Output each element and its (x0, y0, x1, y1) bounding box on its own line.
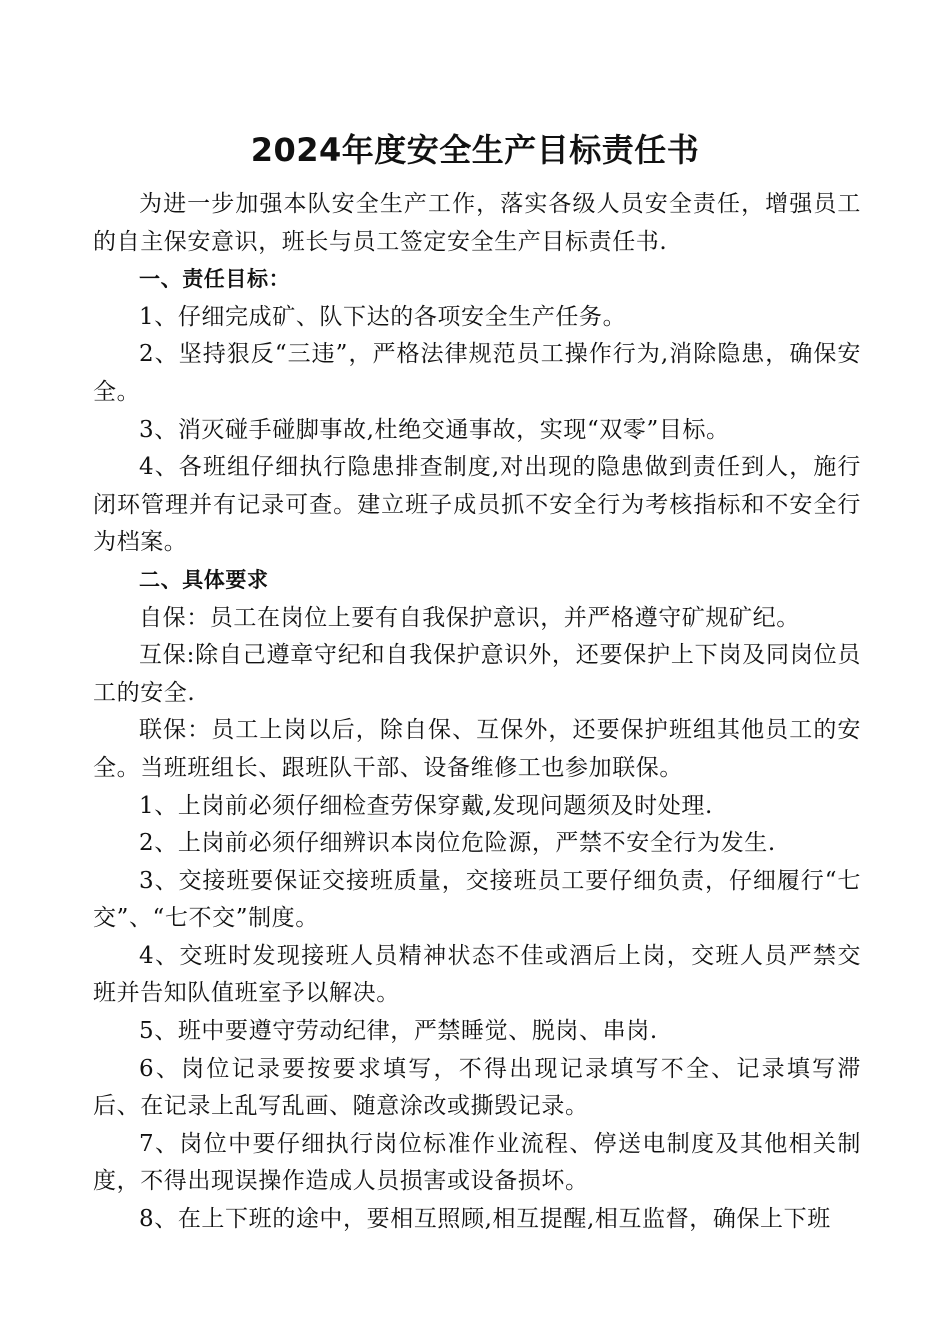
requirement-item: 6、岗位记录要按要求填写，不得出现记录填写不全、记录填写滞后、在记录上乱写乱画、随意涂改或撕毁记录。 (93, 1055, 861, 1120)
requirement-item: 3、交接班要保证交接班质量，交接班员工要仔细负责，仔细履行“七交”、“七不交”制度。 (93, 867, 861, 932)
protection-self: 自保：员工在岗位上要有自我保护意识，并严格遵守矿规矿纪。 (139, 604, 800, 631)
protection-mutual: 互保:除自己遵章守纪和自我保护意识外，还要保护上下岗及同岗位员工的安全. (93, 642, 861, 706)
target-item: 1、仔细完成矿、队下达的各项安全生产任务。 (139, 303, 627, 330)
section-heading-requirements: 二、具体要求 (139, 567, 269, 592)
section-heading-targets: 一、责任目标： (139, 267, 291, 292)
requirement-item: 5、班中要遵守劳动纪律，严禁睡觉、脱岗、串岗. (139, 1018, 658, 1045)
target-item: 4、各班组仔细执行隐患排查制度,对出现的隐患做到责任到人，施行闭环管理并有记录可查。建立班子成员抓不安全行为考核指标和不安全行为档案。 (93, 454, 861, 556)
requirement-item: 2、上岗前必须仔细辨识本岗位危险源，严禁不安全行为发生. (139, 830, 776, 857)
requirement-item: 8、在上下班的途中，要相互照顾,相互提醒,相互监督，确保上下班 (139, 1206, 831, 1233)
target-item: 2、坚持狠反“三违”，严格法律规范员工操作行为,消除隐患，确保安全。 (93, 341, 861, 405)
intro-paragraph: 为进一步加强本队安全生产工作，落实各级人员安全责任，增强员工的自主保安意识，班长与员工签定安全生产目标责任书. (93, 191, 861, 255)
requirement-item: 1、上岗前必须仔细检查劳保穿戴,发现问题须及时处理. (139, 792, 713, 819)
document-title: 2024年度安全生产目标责任书 (250, 131, 700, 169)
protection-joint: 联保：员工上岗以后，除自保、互保外，还要保护班组其他员工的安全。当班班组长、跟班队干部、设备维修工也参加联保。 (93, 717, 861, 781)
requirement-item: 4、交班时发现接班人员精神状态不佳或酒后上岗，交班人员严禁交班并告知队值班室予以解决。 (93, 942, 861, 1007)
document-body (93, 186, 861, 1239)
target-item: 3、消灭碰手碰脚事故,杜绝交通事故，实现“双零”目标。 (139, 416, 730, 443)
requirement-item: 7、岗位中要仔细执行岗位标准作业流程、停送电制度及其他相关制度，不得出现误操作造成人员损害或设备损坏。 (93, 1130, 861, 1195)
